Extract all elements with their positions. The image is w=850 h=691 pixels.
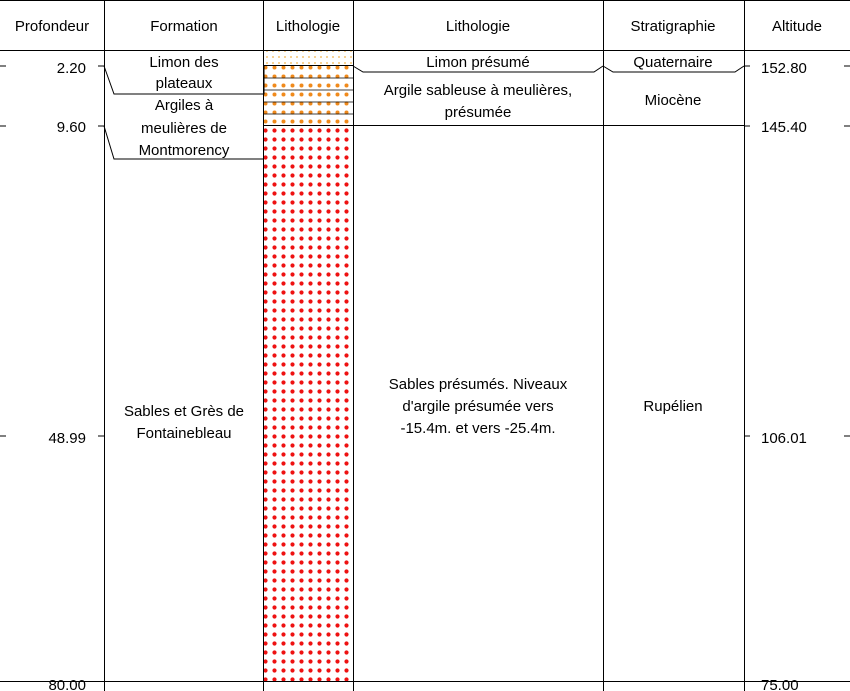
- altitude-label: 145.40: [761, 119, 807, 136]
- depth-label: 2.20: [56, 60, 86, 77]
- depth-label: 80.00: [48, 677, 86, 691]
- depth-label: 48.99: [48, 430, 86, 447]
- lithology-column: [264, 51, 353, 682]
- formation-label: Montmorency: [138, 142, 230, 159]
- lithology-descriptions: [384, 54, 572, 437]
- header-stratigraphie: Stratigraphie: [630, 18, 716, 35]
- lithology-description: Argile sableuse à meulières,: [383, 82, 573, 99]
- header-altitude: Altitude: [771, 18, 823, 35]
- stratigraphy-label: Quaternaire: [633, 54, 713, 71]
- altitude-labels: [761, 60, 807, 691]
- lithology-description: -15.4m. et vers -25.4m.: [400, 420, 556, 437]
- formation-label: Sables et Grès de: [123, 403, 245, 420]
- lithology-description: d'argile présumée vers: [402, 398, 554, 415]
- layer-argile-fill: [264, 66, 353, 126]
- lithology-description: Sables présumés. Niveaux: [388, 376, 568, 393]
- formation-label: Argiles à: [154, 97, 214, 114]
- stratigraphy-label: Miocène: [644, 92, 702, 109]
- formation-labels: [124, 54, 244, 442]
- lithology-description: présumée: [444, 104, 512, 121]
- header-profondeur: Profondeur: [14, 18, 90, 35]
- layer-boundaries: [0, 66, 850, 682]
- layer-limon-fill: [264, 51, 353, 66]
- header-row: [15, 18, 822, 35]
- layer-sable-fill: [264, 126, 353, 682]
- header-lithologie-column: Lithologie: [275, 18, 341, 35]
- stratigraphy-labels: [633, 54, 712, 415]
- altitude-label: 152.80: [761, 60, 807, 77]
- header-formation: Formation: [150, 18, 218, 35]
- formation-label: Limon des: [149, 54, 219, 71]
- header-lithologie-description: Lithologie: [445, 18, 511, 35]
- depth-labels: [48, 60, 86, 691]
- stratigraphy-label: Rupélien: [643, 398, 703, 415]
- altitude-label: 106.01: [761, 430, 807, 447]
- formation-label: meulières de: [141, 120, 227, 137]
- formation-label: plateaux: [155, 75, 213, 92]
- altitude-label: 75.00: [761, 677, 799, 691]
- depth-label: 9.60: [56, 119, 86, 136]
- lithology-description: Limon présumé: [426, 54, 530, 71]
- formation-label: Fontainebleau: [136, 425, 232, 442]
